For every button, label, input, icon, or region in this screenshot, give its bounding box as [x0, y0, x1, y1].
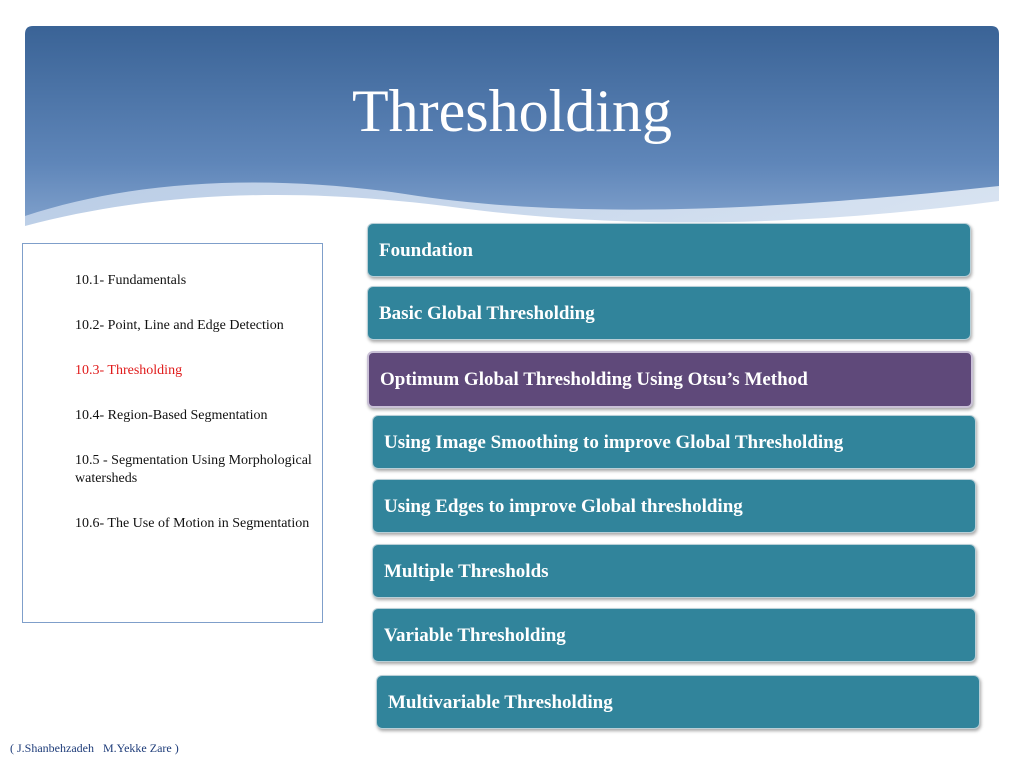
topic-image-smoothing[interactable]: Using Image Smoothing to improve Global Thresholding [372, 415, 976, 469]
toc-item-point-line-edge[interactable]: 10.2- Point, Line and Edge Detection [75, 318, 284, 333]
topic-variable-thresholding[interactable]: Variable Thresholding [372, 608, 976, 662]
slide-title: Thresholding [352, 78, 672, 144]
toc-item-thresholding[interactable]: 10.3- Thresholding [75, 363, 183, 378]
chapter-toc-panel [22, 243, 323, 623]
topic-basic-global[interactable]: Basic Global Thresholding [367, 286, 971, 340]
footer-authors: ( J.Shanbehzadeh M.Yekke Zare ) [10, 741, 179, 755]
toc-item-fundamentals[interactable]: 10.1- Fundamentals [75, 273, 187, 288]
toc-item-watersheds[interactable]: 10.5 - Segmentation Using Morphological watersheds [75, 453, 312, 486]
topic-multiple-thresholds[interactable]: Multiple Thresholds [372, 544, 976, 598]
topic-edges[interactable]: Using Edges to improve Global thresholding [372, 479, 976, 533]
toc-item-motion[interactable]: 10.6- The Use of Motion in Segmentation [75, 516, 310, 531]
toc-item-region-based[interactable]: 10.4- Region-Based Segmentation [75, 408, 268, 423]
chapter-toc-list [75, 272, 320, 560]
topic-foundation[interactable]: Foundation [367, 223, 971, 277]
topic-otsu-method[interactable]: Optimum Global Thresholding Using Otsu’s Method [367, 351, 973, 408]
topic-multivariable[interactable]: Multivariable Thresholding [376, 675, 980, 729]
